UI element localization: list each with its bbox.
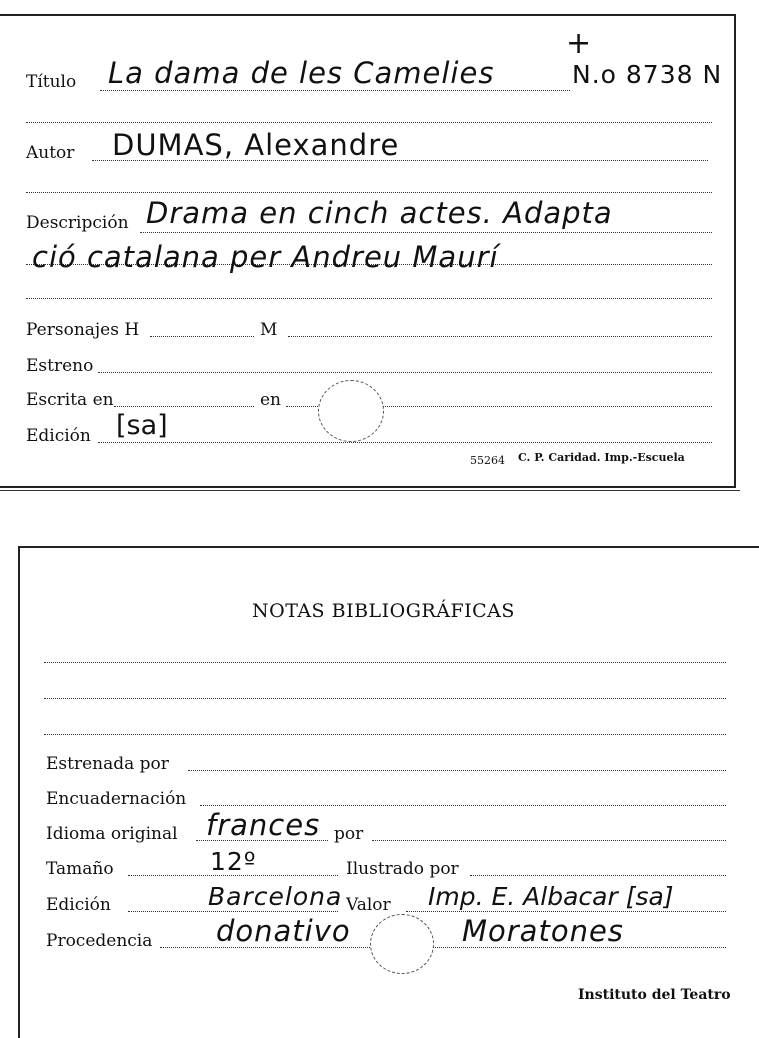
ilustrado-label: Ilustrado por: [346, 859, 459, 879]
personajes-m-label: M: [260, 320, 278, 340]
notas-line-3: [44, 734, 726, 735]
valor-label: Valor: [346, 895, 391, 915]
edicion-value: [sa]: [116, 410, 168, 441]
idioma-label: Idioma original: [46, 824, 178, 844]
autor-value: DUMAS, Alexandre: [112, 128, 400, 162]
punch-hole: [318, 380, 384, 442]
descripcion-line1: Drama en cinch actes. Adapta: [146, 196, 613, 230]
tamano-value: 12º: [210, 847, 257, 876]
personajes-label: Personajes H: [26, 320, 140, 340]
valor-value: Imp. E. Albacar [sa]: [428, 882, 674, 911]
notas-line-2: [44, 698, 726, 699]
edicion-line: [98, 442, 712, 443]
autor-label: Autor: [26, 143, 75, 163]
separator-line: [0, 490, 740, 491]
escrita-line: [114, 406, 254, 407]
idioma-value: frances: [206, 808, 321, 842]
descripcion-line-3: [26, 298, 712, 299]
autor-line-2: [26, 192, 712, 193]
titulo-line: [100, 90, 570, 91]
notas-line-1: [44, 662, 726, 663]
personajes-m-line: [288, 336, 712, 337]
catalog-number: N.o 8738 N: [572, 60, 723, 89]
printer-name: C. P. Caridad. Imp.-Escuela: [518, 451, 685, 464]
por-line: [372, 840, 726, 841]
encuadernacion-line: [200, 805, 726, 806]
descripcion-line: [140, 232, 712, 233]
escrita-label: Escrita en: [26, 390, 114, 410]
estrenada-line: [188, 770, 726, 771]
ilustrado-line: [470, 875, 726, 876]
valor-line: [406, 911, 726, 912]
escrita-en-label: en: [260, 390, 282, 410]
edicion-back-line: [128, 911, 338, 912]
estrenada-label: Estrenada por: [46, 754, 169, 774]
tamano-label: Tamaño: [46, 859, 114, 879]
titulo-value: La dama de les Camelies: [108, 56, 495, 90]
procedencia-value: donativo: [216, 914, 351, 948]
notas-heading: NOTAS BIBLIOGRÁFICAS: [252, 600, 515, 622]
descripcion-label: Descripción: [26, 213, 129, 233]
por-label: por: [334, 824, 364, 844]
titulo-label: Título: [26, 72, 77, 92]
procedencia-label: Procedencia: [46, 931, 153, 951]
printer-code: 55264: [470, 454, 505, 467]
edicion-label: Edición: [26, 426, 91, 446]
edicion-back-value: Barcelona: [208, 882, 343, 911]
personajes-h-line: [150, 336, 254, 337]
instituto-footer: Instituto del Teatro: [578, 987, 731, 1003]
encuadernacion-label: Encuadernación: [46, 789, 187, 809]
procedencia-value-2: Moratones: [462, 914, 624, 948]
edicion-back-label: Edición: [46, 895, 111, 915]
punch-hole-back: [370, 914, 434, 974]
estreno-label: Estreno: [26, 356, 94, 376]
titulo-line-2: [26, 122, 712, 123]
estreno-line: [98, 372, 712, 373]
descripcion-line2: ció catalana per Andreu Maurí: [32, 240, 499, 274]
cross-mark: +: [566, 26, 593, 61]
